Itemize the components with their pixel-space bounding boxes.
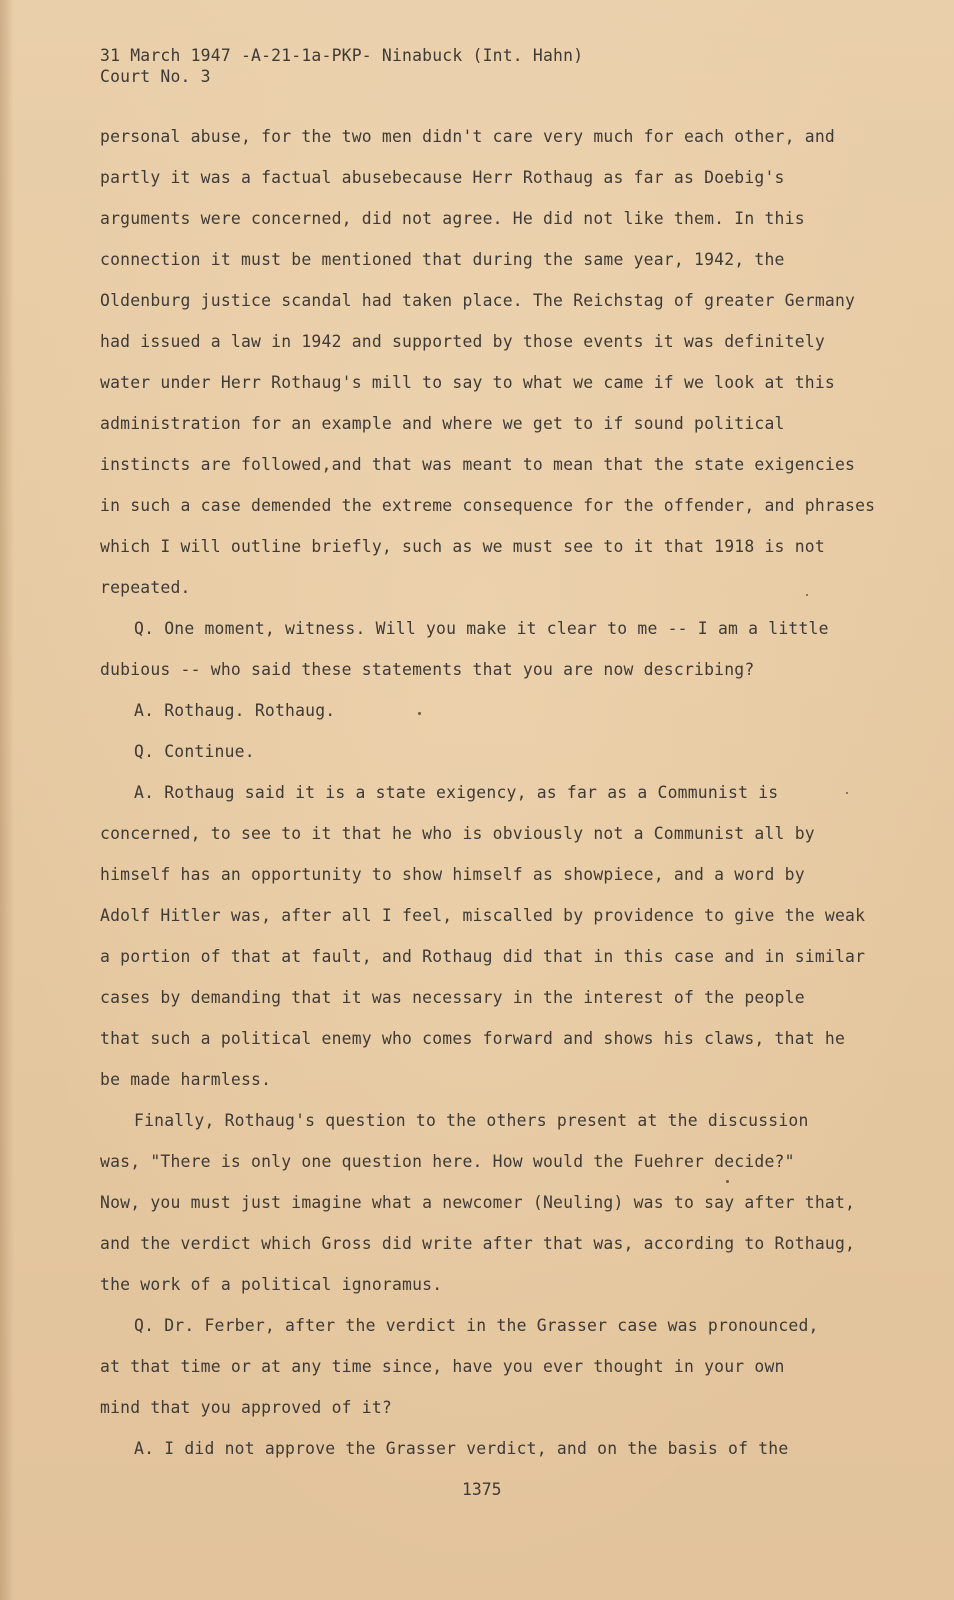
text-line-4: connection it must be mentioned that during the same year, 1942, the (100, 250, 785, 269)
text-line-1: personal abuse, for the two men didn't care very much for each other, and (100, 127, 835, 146)
text-line-26: was, "There is only one question here. How would the Fuehrer decide?" (100, 1152, 795, 1171)
text-line-25: Finally, Rothaug's question to the others present at the discussion (134, 1111, 809, 1130)
text-line-31: at that time or at any time since, have you ever thought in your own (100, 1357, 785, 1376)
text-line-12: repeated. (100, 578, 191, 597)
text-line-20: Adolf Hitler was, after all I feel, miscalled by providence to give the weak (100, 906, 866, 925)
text-line-27: Now, you must just imagine what a newcomer (Neuling) was to say after that, (100, 1193, 856, 1212)
text-line-32: mind that you approved of it? (100, 1398, 392, 1417)
text-line-33: A. I did not approve the Grasser verdict, and on the basis of the (134, 1439, 789, 1458)
header-line-2: Court No. 3 (100, 67, 211, 86)
page-number: 1375 (462, 1480, 502, 1499)
text-line-24: be made harmless. (100, 1070, 272, 1089)
text-line-14: dubious -- who said these statements that you are now describing? (100, 660, 755, 679)
paper-speck (726, 1180, 729, 1183)
page-edge-shadow (0, 0, 14, 1600)
text-line-9: instincts are followed,and that was meant to mean that the state exigencies (100, 455, 856, 474)
text-line-17: A. Rothaug said it is a state exigency, as far as a Communist is (134, 783, 779, 802)
paper-speck (806, 594, 808, 596)
text-line-15: A. Rothaug. Rothaug. (134, 701, 336, 720)
header-line-1: 31 March 1947 -A-21-1a-PKP- Ninabuck (Int. Hahn) (100, 46, 584, 65)
text-line-28: and the verdict which Gross did write after that was, according to Rothaug, (100, 1234, 856, 1253)
text-line-6: had issued a law in 1942 and supported by those events it was definitely (100, 332, 825, 351)
text-line-19: himself has an opportunity to show himself as showpiece, and a word by (100, 865, 805, 884)
text-line-18: concerned, to see to it that he who is obviously not a Communist all by (100, 824, 815, 843)
text-line-5: Oldenburg justice scandal had taken place. The Reichstag of greater Germany (100, 291, 856, 310)
text-line-2: partly it was a factual abusebecause Herr Rothaug as far as Doebig's (100, 168, 785, 187)
text-line-30: Q. Dr. Ferber, after the verdict in the Grasser case was pronounced, (134, 1316, 819, 1335)
text-line-3: arguments were concerned, did not agree. He did not like them. In this (100, 209, 805, 228)
paper-speck (418, 712, 421, 715)
text-line-22: cases by demanding that it was necessary in the interest of the people (100, 988, 805, 1007)
text-line-29: the work of a political ignoramus. (100, 1275, 443, 1294)
text-line-21: a portion of that at fault, and Rothaug did that in this case and in similar (100, 947, 866, 966)
text-line-7: water under Herr Rothaug's mill to say to what we came if we look at this (100, 373, 835, 392)
text-line-10: in such a case demended the extreme consequence for the offender, and phrases (100, 496, 876, 515)
text-line-23: that such a political enemy who comes forward and shows his claws, that he (100, 1029, 846, 1048)
text-line-16: Q. Continue. (134, 742, 255, 761)
paper-speck (846, 792, 848, 794)
text-line-13: Q. One moment, witness. Will you make it clear to me -- I am a little (134, 619, 829, 638)
text-line-11: which I will outline briefly, such as we must see to it that 1918 is not (100, 537, 825, 556)
text-line-8: administration for an example and where we get to if sound political (100, 414, 785, 433)
